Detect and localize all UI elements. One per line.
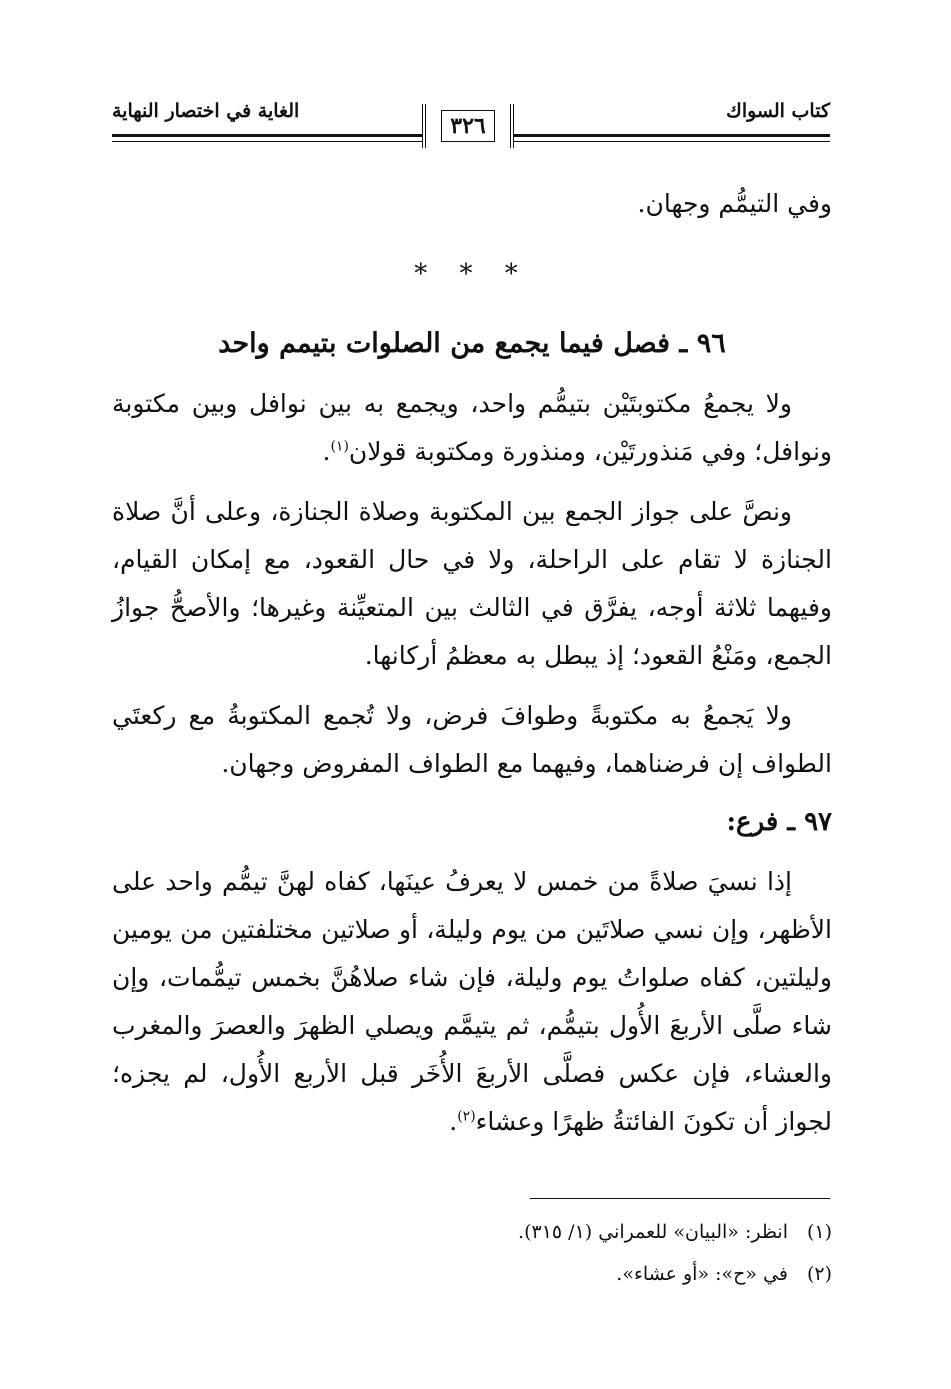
page-number: ٣٢٦: [441, 110, 494, 142]
footnote-separator: [530, 1198, 830, 1199]
footnote-2-number: (٢): [806, 1263, 832, 1285]
footnote-1-text: انظر: «البيان» للعمراني (١/ ٣١٥).: [518, 1221, 788, 1243]
paragraph-3: ولا يَجمعُ به مكتوبةً وطوافَ فرض، ولا تُجمع المكتوبةُ مع ركعتَي الطواف إن فرضناهما، وفيهما مع الطواف المفروض وجهان.: [112, 701, 832, 778]
paragraph-4: [112, 858, 832, 1146]
footnote-2-text: في «ح»: «أو عشاء».: [616, 1263, 788, 1285]
footnote-ref-2: (٢): [457, 1108, 476, 1125]
section-title: ٩٦ ـ فصل فيما يجمع من الصلوات بتيمم واحد: [218, 328, 726, 359]
footnote-1-number: (١): [806, 1221, 832, 1243]
page-number-frame: [422, 104, 514, 148]
section-separator: * * *: [414, 259, 530, 289]
paragraph-4-text: إذا نسيَ صلاةً من خمس لا يعرفُ عينَها، كفاه لهنَّ تيمُّم واحد على الأظهر، وإن نسي صلاتَين من يوم وليلة، أو صلاتين مختلفتين من يومين وليلتين، كفاه صلواتُ يوم وليلة، فإن شاء صلاهُنَّ بخمس تيمُّمات، وإن شاء صلَّى الأربعَ الأُول بتيمُّم، ثم يتيمَّم ويصلي الظهرَ والعصرَ والمغرب والعشاء، فإن عكس فصلَّى الأربعَ الأُخَر قبل الأربع الأُول، لم يجزه؛ لجواز أن تكونَ الفائتةُ ظهرًا وعشاء: [112, 867, 832, 1136]
main-text: [112, 180, 832, 1146]
paragraph-1-text: ولا يجمعُ مكتوبتَيْن بتيمُّم واحد، ويجمع به بين نوافل وبين مكتوبة ونوافل؛ وفي مَنذورتَيْن، ومنذورة ومكتوبة قولان: [112, 389, 832, 466]
subsection-heading: ٩٧ ـ فرع:: [726, 807, 832, 837]
footnote-1: [112, 1214, 832, 1250]
paragraph-1: [112, 380, 832, 476]
paragraph-2: ونصَّ على جواز الجمع بين المكتوبة وصلاة الجنازة، وعلى أنَّ صلاة الجنازة لا تقام على الراحلة، ولا في حال القعود، مع إمكان القيام، وفيهما ثلاثة أوجه، يفرَّق في الثالث بين المتعيِّنة وغيرها؛ والأصحُّ جوازُ الجمع، ومَنْعُ القعود؛ إذ يبطل به معظمُ أركانها.: [112, 497, 832, 670]
book-title: كتاب السواك: [726, 100, 830, 122]
work-title: الغاية في اختصار النهاية: [112, 100, 300, 122]
page-header: [112, 92, 830, 172]
footnote-2: [112, 1256, 832, 1292]
paragraph-1-end: .: [322, 437, 331, 466]
paragraph-4-end: .: [449, 1107, 458, 1136]
opening-line: وفي التيمُّم وجهان.: [637, 189, 832, 218]
footnote-ref-1: (١): [330, 438, 349, 455]
footnotes: [112, 1214, 832, 1298]
